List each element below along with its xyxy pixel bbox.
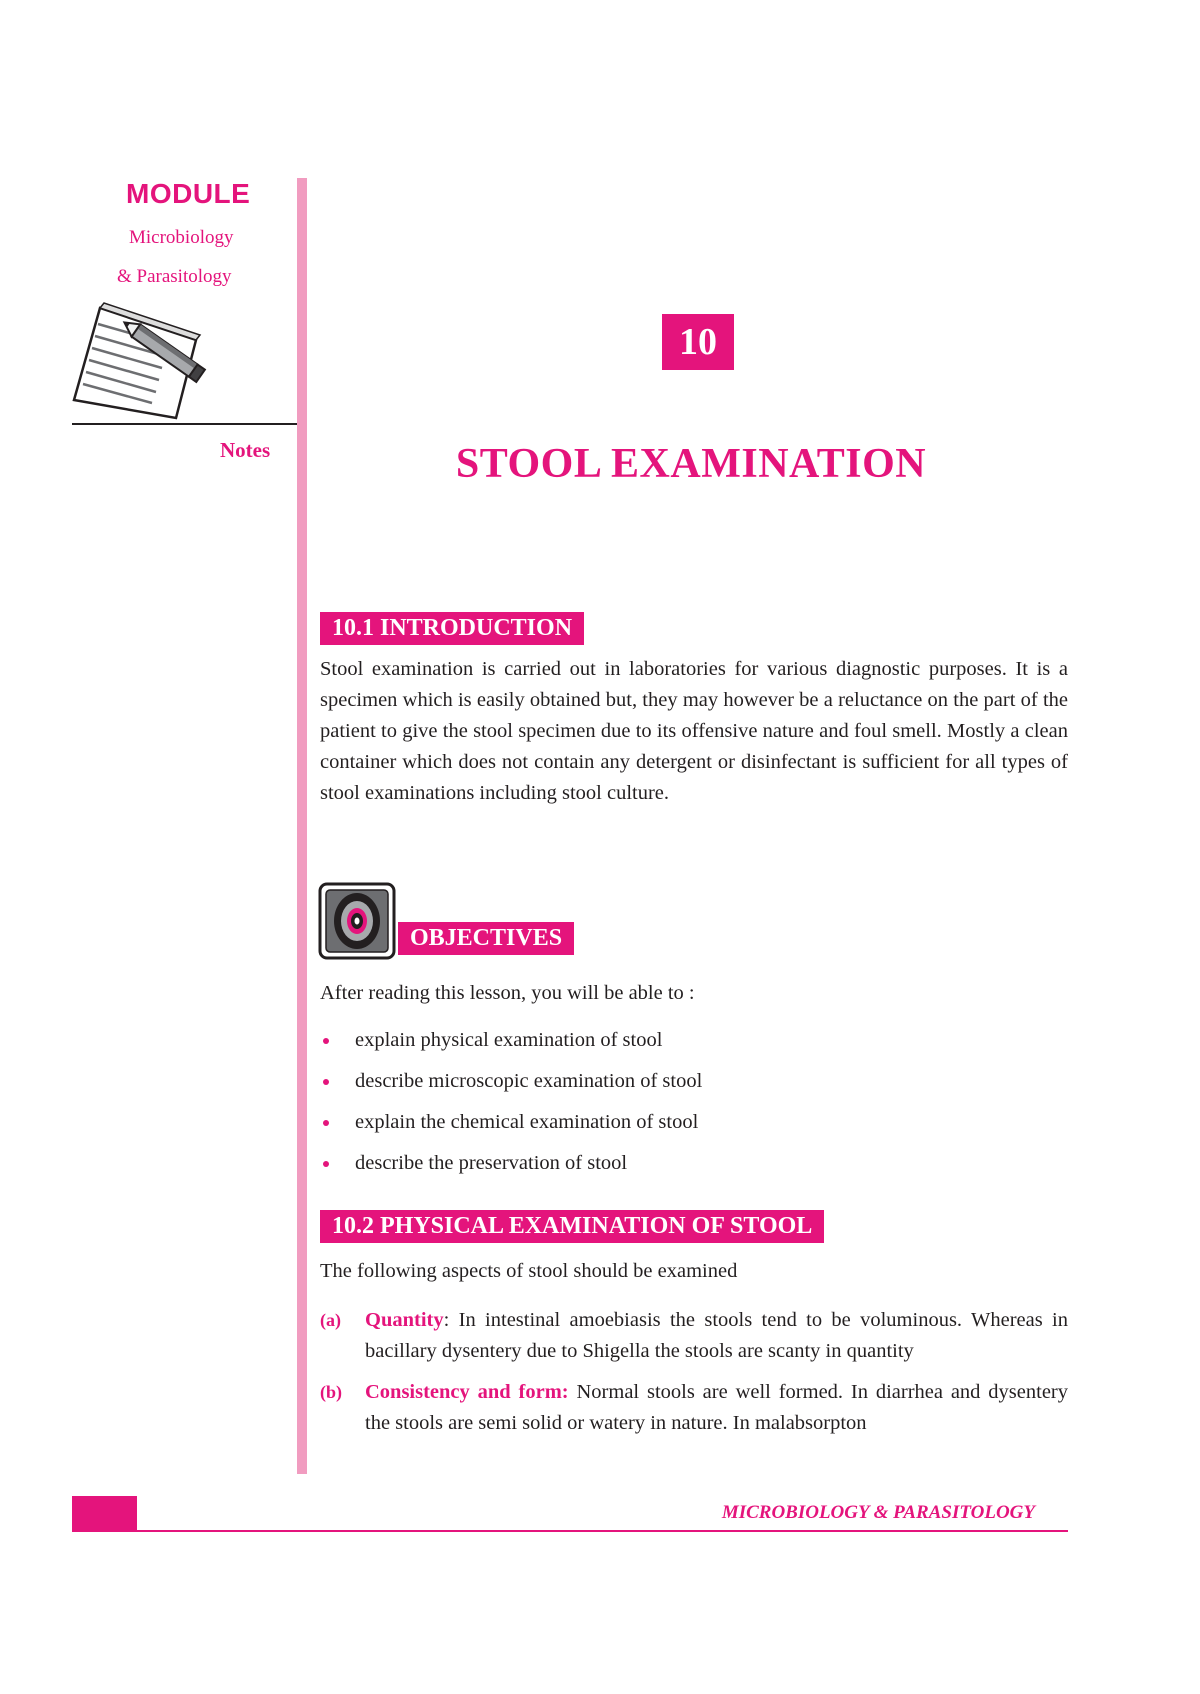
chapter-number: 10 <box>662 314 734 370</box>
bullet-icon <box>323 1038 329 1044</box>
objectives-list <box>320 1025 1020 1189</box>
objectives-lead: After reading this lesson, you will be able to : <box>320 982 695 1004</box>
bullet-icon <box>323 1161 329 1167</box>
module-title: MODULE <box>126 178 251 209</box>
bullet-icon <box>323 1079 329 1085</box>
bullet-icon <box>323 1120 329 1126</box>
module-subtitle-line1: Microbiology <box>129 227 234 248</box>
item-term: Quantity <box>365 1309 444 1331</box>
target-icon <box>318 882 396 960</box>
section-heading-physical-examination: 10.2 PHYSICAL EXAMINATION OF STOOL <box>320 1210 824 1243</box>
notepad-pencil-icon <box>70 300 210 425</box>
objectives-heading: OBJECTIVES <box>398 922 574 955</box>
list-item-consistency <box>320 1377 1068 1439</box>
module-subtitle-line2: & Parasitology <box>117 266 232 287</box>
introduction-paragraph: Stool examination is carried out in laboratories for various diagnostic purposes. It is a specimen which is easily obtained but, they may however be a reluctance on the part of the patient to give the stool specimen due to its offensive nature and foul smell. Mostly a clean container which does not contain any detergent or disinfectant is sufficient for all types of stool examinations including stool culture. <box>320 658 1068 804</box>
item-separator: : <box>443 1309 459 1331</box>
item-label: (a) <box>320 1310 341 1330</box>
item-separator <box>569 1381 577 1403</box>
list-item-quantity <box>320 1305 1068 1367</box>
list-item: describe the preservation of stool <box>320 1148 1020 1189</box>
item-text: Normal stools are well formed. In diarrhea and dysentery the stools are semi solid or watery in nature. In malabsorpton <box>365 1381 1068 1434</box>
list-item: explain the chemical examination of stool <box>320 1107 1020 1148</box>
list-item: describe microscopic examination of stool <box>320 1066 1020 1107</box>
section-heading-introduction: 10.1 INTRODUCTION <box>320 612 584 645</box>
physical-examination-intro: The following aspects of stool should be examined <box>320 1260 738 1282</box>
item-text: In intestinal amoebiasis the stools tend to be voluminous. Whereas in bacillary dysentery due to Shigella the stools are scanty in quantity <box>365 1309 1068 1362</box>
sidebar-vertical-bar <box>297 178 307 1474</box>
notes-label: Notes <box>220 438 271 462</box>
footer-title: MICROBIOLOGY & PARASITOLOGY <box>721 1502 1035 1523</box>
item-term: Consistency and form: <box>365 1381 569 1403</box>
item-label: (b) <box>320 1382 342 1402</box>
notes-divider <box>72 423 300 425</box>
chapter-title: STOOL EXAMINATION <box>455 441 927 487</box>
footer-rule <box>137 1530 1068 1532</box>
physical-examination-items <box>320 1305 1068 1449</box>
footer-page-box <box>72 1496 137 1532</box>
list-item: explain physical examination of stool <box>320 1025 1020 1066</box>
